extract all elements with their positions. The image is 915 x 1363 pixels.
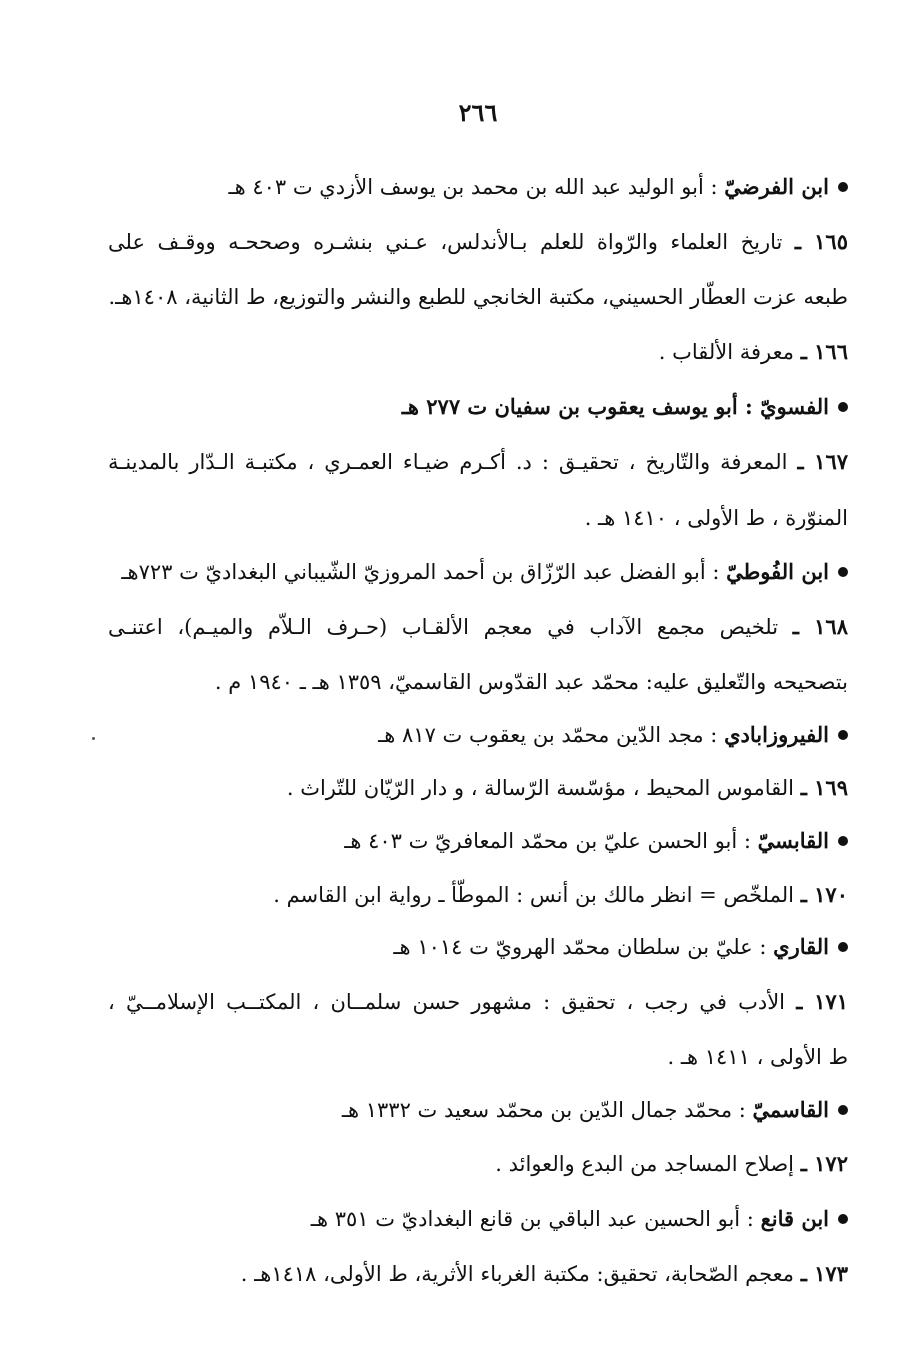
book-number: ١٦٧ ـ bbox=[797, 449, 849, 474]
bullet-icon bbox=[838, 836, 848, 846]
bullet-icon bbox=[838, 567, 848, 577]
scan-speck bbox=[92, 737, 95, 740]
book-entry-165 bbox=[108, 227, 848, 257]
book-entry-166 bbox=[659, 337, 848, 367]
book-details: إصلاح المساجد من البدع والعوائد . bbox=[495, 1152, 801, 1176]
book-details: بتصحيحه والتّعليق عليه: محمّد عبد القدّوس القاسميّ، ١٣٥٩ هـ ـ ١٩٤٠ م . bbox=[214, 670, 848, 694]
book-number: ١٧٣ ـ bbox=[800, 1261, 848, 1286]
book-entry-173 bbox=[241, 1259, 848, 1289]
book-number: ١٧١ ـ bbox=[796, 989, 848, 1014]
author-entry-ibn-al-fuwati bbox=[121, 557, 848, 587]
book-number: ١٦٦ ـ bbox=[800, 339, 848, 364]
book-entry-167 bbox=[108, 447, 848, 477]
page-number: ٢٦٦ bbox=[458, 98, 498, 127]
book-number: ١٦٥ ـ bbox=[794, 229, 848, 254]
author-name: الفسويّ bbox=[760, 394, 829, 419]
book-number: ١٦٨ ـ bbox=[792, 614, 848, 639]
book-details: تلخيص مجمع الآداب في معجم الألقـاب (حـرف الـلاّم والميـم)، اعتنـى bbox=[108, 615, 793, 639]
book-details: معجم الصّحابة، تحقيق: مكتبة الغرباء الأثرية، ط الأولى، ١٤١٨هـ . bbox=[240, 1262, 801, 1286]
author-details: : أبو الفضل عبد الرّزّاق بن أحمد المروزيّ الشّيباني البغداديّ ت ٧٢٣هـ bbox=[121, 560, 727, 584]
author-details: : عليّ بن سلطان محمّد الهرويّ ت ١٠١٤ هـ bbox=[393, 935, 774, 959]
book-details: طبعه عزت العطّار الحسيني، مكتبة الخانجي للطبع والنشر والتوزيع، ط الثانية، ١٤٠٨هـ. bbox=[108, 285, 848, 309]
book-entry-167-continued bbox=[585, 503, 848, 533]
book-entry-171-continued bbox=[668, 1042, 848, 1072]
author-entry-al-qasimi bbox=[342, 1095, 848, 1125]
bullet-icon bbox=[838, 730, 848, 740]
author-details: : أبو الحسن عليّ بن محمّد المعافريّ ت ٤٠٣ هـ bbox=[344, 829, 758, 853]
book-details: القاموس المحيط ، مؤسّسة الرّسالة ، و دار الرّيّان للتّراث . bbox=[286, 776, 801, 800]
author-entry-ibn-al-faradi bbox=[228, 172, 848, 202]
book-details: معرفة الألقاب . bbox=[658, 340, 801, 364]
book-number: ١٦٩ ـ bbox=[800, 775, 848, 800]
book-entry-171 bbox=[108, 987, 848, 1017]
book-details: الأدب في رجب ، تحقيق : مشهور حسن سلمــان ، المكتــب الإسلامــيّ ، bbox=[108, 990, 797, 1014]
bullet-icon bbox=[838, 402, 848, 412]
bullet-icon bbox=[838, 942, 848, 952]
author-details: : مجد الدّين محمّد بن يعقوب ت ٨١٧ هـ bbox=[378, 723, 725, 747]
author-name: الفيروزابادي bbox=[724, 722, 829, 747]
author-name: ابن قانع bbox=[760, 1206, 829, 1231]
author-details: : أبو يوسف يعقوب بن سفيان ت ٢٧٧ هـ bbox=[401, 394, 761, 419]
author-details: : أبو الوليد عبد الله بن محمد بن يوسف الأزدي ت ٤٠٣ هـ bbox=[228, 175, 725, 199]
bullet-icon bbox=[838, 1214, 848, 1224]
author-entry-al-fayruzabadi bbox=[378, 720, 848, 750]
author-details: : محمّد جمال الدّين بن محمّد سعيد ت ١٣٣٢ هـ bbox=[341, 1098, 753, 1122]
book-details: الملخّص = انظر مالك بن أنس : الموطّأ ـ رواية ابن القاسم . bbox=[273, 883, 801, 907]
book-details: تاريخ العلماء والرّواة للعلم بـالأندلس، عـني بنشـره وصححـه ووقـف على bbox=[108, 230, 795, 254]
author-name: ابن الفُوطيّ bbox=[726, 559, 829, 584]
book-details: المعرفة والتّاريخ ، تحقيـق : د. أكـرم ضيـاء العمـري ، مكتبـة الـدّار بالمدينـة bbox=[108, 450, 798, 474]
bullet-icon bbox=[838, 1105, 848, 1115]
book-entry-168 bbox=[108, 612, 848, 642]
book-entry-170 bbox=[273, 880, 848, 910]
book-entry-168-continued bbox=[215, 667, 848, 697]
document-page bbox=[108, 0, 848, 1363]
author-details: : أبو الحسين عبد الباقي بن قانع البغداديّ ت ٣٥١ هـ bbox=[310, 1207, 761, 1231]
book-details: ط الأولى ، ١٤١١ هـ . bbox=[667, 1045, 848, 1069]
author-name: ابن الفرضيّ bbox=[724, 174, 829, 199]
author-name: القاري bbox=[773, 934, 829, 959]
author-entry-al-fasawi bbox=[402, 392, 848, 422]
author-entry-al-qari bbox=[393, 932, 848, 962]
book-entry-172 bbox=[495, 1149, 848, 1179]
author-name: القاسميّ bbox=[752, 1097, 829, 1122]
bullet-icon bbox=[838, 182, 848, 192]
author-entry-al-qabisi bbox=[344, 826, 848, 856]
book-entry-165-continued bbox=[109, 282, 849, 312]
book-number: ١٧٠ ـ bbox=[800, 882, 848, 907]
author-entry-ibn-qani bbox=[311, 1204, 848, 1234]
book-number: ١٧٢ ـ bbox=[800, 1151, 848, 1176]
author-name: القابسيّ bbox=[757, 828, 829, 853]
book-details: المنوّرة ، ط الأولى ، ١٤١٠ هـ . bbox=[584, 506, 848, 530]
book-entry-169 bbox=[287, 773, 848, 803]
